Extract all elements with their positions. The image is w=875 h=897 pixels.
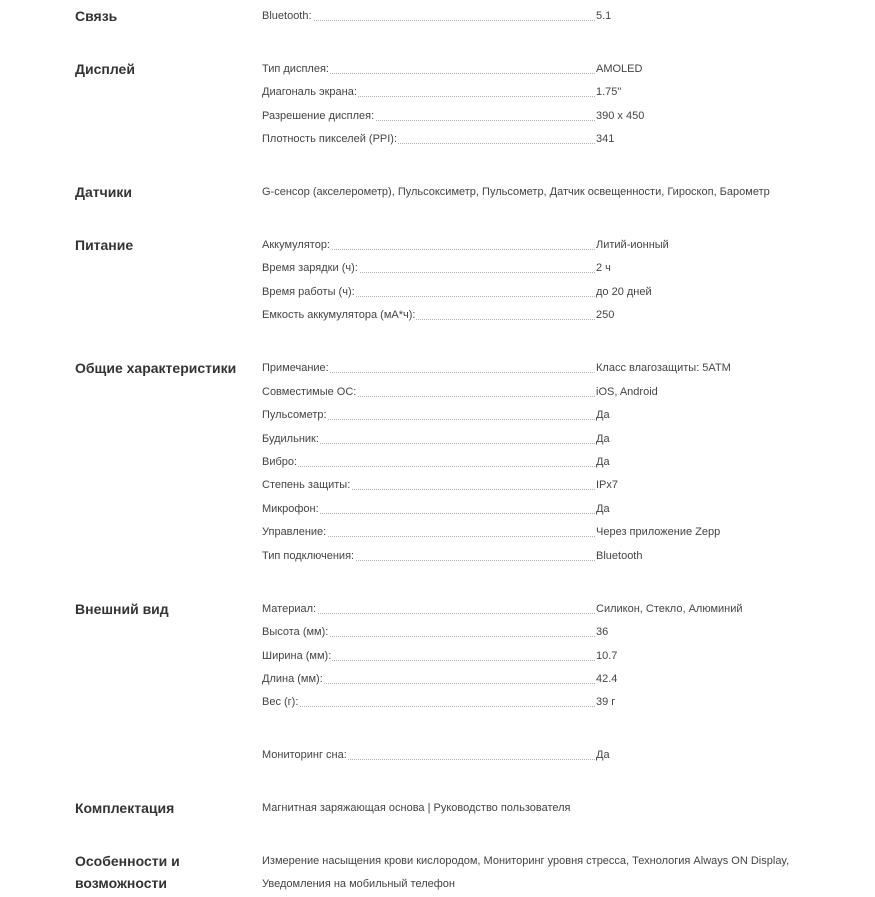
features-text-line: Уведомления на мобильный телефон [262, 878, 455, 890]
spec-value: Через приложение Zepp [596, 526, 721, 538]
spec-row [262, 382, 822, 402]
spec-label: Вес (г): [262, 692, 595, 712]
spec-value: 39 г [596, 696, 616, 708]
section-title: Датчики [75, 184, 132, 200]
section-title: Дисплей [75, 61, 135, 77]
features-text [262, 850, 822, 896]
spec-row [262, 669, 822, 689]
sensors-text: G-сенсор (акселерометр), Пульсоксиметр, Пульсометр, Датчик освещенности, Гироскоп, Барометр [262, 186, 770, 198]
features-text-line: Измерение насыщения крови кислородом, Мониторинг уровня стресса, Технология Always ON Display, [262, 855, 790, 867]
spec-label: Емкость аккумулятора (мА*ч): [262, 305, 595, 325]
spec-label: Длина (мм): [262, 669, 595, 689]
spec-row [262, 546, 822, 566]
spec-row [262, 59, 822, 79]
spec-value: Литий-ионный [596, 239, 669, 251]
spec-value: Да [596, 433, 610, 445]
spec-value: 42.4 [596, 673, 618, 685]
spec-value: Да [596, 503, 610, 515]
spec-label: Bluetooth: [262, 6, 595, 26]
spec-label: Разрешение дисплея: [262, 106, 595, 126]
section-title-line: Особенности и [75, 853, 180, 869]
spec-value: 1.75" [596, 86, 622, 98]
spec-label: Совместимые ОС: [262, 382, 595, 402]
section-title: Внешний вид [75, 601, 169, 617]
spec-row [262, 282, 822, 302]
spec-row [262, 522, 822, 542]
section-title: Связь [75, 8, 118, 24]
section-title: Общие характеристики [75, 360, 237, 376]
spec-label: Ширина (мм): [262, 646, 595, 666]
spec-value: 390 x 450 [596, 110, 645, 122]
spec-label: Время работы (ч): [262, 282, 595, 302]
spec-value: Класс влагозащиты: 5ATM [596, 362, 731, 374]
spec-row [262, 646, 822, 666]
package-text: Магнитная заряжающая основа | Руководство пользователя [262, 802, 571, 814]
section-title: Питание [75, 237, 134, 253]
section-title-line: возможности [75, 875, 167, 891]
section-title: Комплектация [75, 800, 175, 816]
spec-row [262, 452, 822, 472]
spec-label: Время зарядки (ч): [262, 258, 595, 278]
spec-row [262, 358, 822, 378]
spec-label: Микрофон: [262, 499, 595, 519]
spec-label: Управление: [262, 522, 595, 542]
spec-label: Степень защиты: [262, 475, 595, 495]
spec-value: Силикон, Стекло, Алюминий [596, 603, 743, 615]
spec-label: Примечание: [262, 358, 595, 378]
spec-value: IPx7 [596, 479, 619, 491]
spec-label: Тип подключения: [262, 546, 595, 566]
spec-value: Bluetooth [596, 550, 643, 562]
spec-value: 10.7 [596, 650, 618, 662]
spec-value: Да [596, 409, 610, 421]
spec-row [262, 106, 822, 126]
spec-value: 341 [596, 133, 615, 145]
spec-label: Будильник: [262, 429, 595, 449]
section-title [75, 850, 255, 894]
spec-row [262, 129, 822, 149]
spec-value: 36 [596, 626, 609, 638]
spec-row [262, 429, 822, 449]
spec-label: Вибро: [262, 452, 595, 472]
spec-label: Высота (мм): [262, 622, 595, 642]
spec-row [262, 82, 822, 102]
spec-row [262, 475, 822, 495]
spec-row [262, 745, 822, 765]
spec-value: Да [596, 749, 610, 761]
spec-row [262, 305, 822, 325]
spec-label: Аккумулятор: [262, 235, 595, 255]
spec-label: Материал: [262, 599, 595, 619]
spec-value: 250 [596, 309, 615, 321]
spec-row [262, 692, 822, 712]
spec-value: до 20 дней [596, 286, 652, 298]
spec-row [262, 258, 822, 278]
spec-label: Тип дисплея: [262, 59, 595, 79]
spec-value: 2 ч [596, 262, 611, 274]
spec-label: Диагональ экрана: [262, 82, 595, 102]
spec-label: Мониторинг сна: [262, 745, 595, 765]
spec-value: iOS, Android [596, 386, 658, 398]
spec-row [262, 405, 822, 425]
spec-label: Пульсометр: [262, 405, 595, 425]
spec-row [262, 599, 822, 619]
spec-value: 5.1 [596, 10, 612, 22]
spec-row [262, 235, 822, 255]
spec-row [262, 499, 822, 519]
spec-row [262, 622, 822, 642]
spec-value: Да [596, 456, 610, 468]
spec-label: Плотность пикселей (PPI): [262, 129, 595, 149]
spec-row-bluetooth [262, 6, 822, 26]
spec-value: AMOLED [596, 63, 643, 75]
